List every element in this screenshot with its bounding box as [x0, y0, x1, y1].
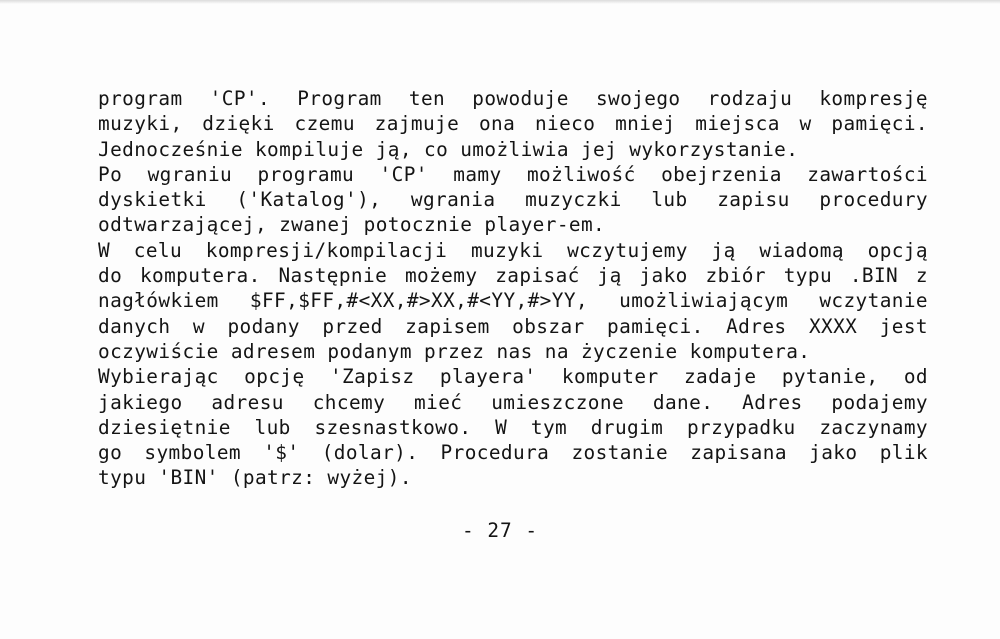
text-line: do komputera. Następnie możemy zapisać ją jako zbiór typu .BIN z [98, 264, 928, 288]
text-line: go symbolem '$' (dolar). Procedura zostanie zapisana jako plik [98, 441, 928, 465]
body-text [98, 86, 928, 491]
text-line: Wybierając opcję 'Zapisz playera' komputer zadaje pytanie, od [98, 365, 928, 389]
text-line: nagłówkiem $FF,$FF,#<XX,#>XX,#<YY,#>YY, umożliwiającym wczytanie [98, 289, 928, 313]
page-number: - 27 - [461, 519, 539, 542]
page-top-edge [0, 0, 1000, 4]
text-line: Po wgraniu programu 'CP' mamy możliwość obejrzenia zawartości [98, 162, 928, 186]
text-line: oczywiście adresem podanym przez nas na życzenie komputera. [98, 339, 811, 363]
text-line: muzyki, dzięki czemu zajmuje ona nieco mniej miejsca w pamięci. [98, 112, 928, 136]
text-line: danych w podany przed zapisem obszar pamięci. Adres XXXX jest [98, 314, 928, 338]
text-line: Jednocześnie kompiluje ją, co umożliwia jej wykorzystanie. [98, 137, 799, 161]
text-line: program 'CP'. Program ten powoduje swojego rodzaju kompresję [98, 87, 928, 110]
text-line: jakiego adresu chcemy mieć umieszczone dane. Adres podajemy [98, 390, 928, 414]
text-line: odtwarzającej, zwanej potocznie player-em. [98, 213, 606, 237]
text-line: typu 'BIN' (patrz: wyżej). [98, 466, 412, 490]
text-line: dyskietki ('Katalog'), wgrania muzyczki lub zapisu procedury [98, 188, 928, 212]
text-line: W celu kompresji/kompilacji muzyki wczytujemy ją wiadomą opcją [98, 238, 928, 262]
text-line: dziesiętnie lub szesnastkowo. W tym drugim przypadku zaczynamy [98, 415, 928, 439]
